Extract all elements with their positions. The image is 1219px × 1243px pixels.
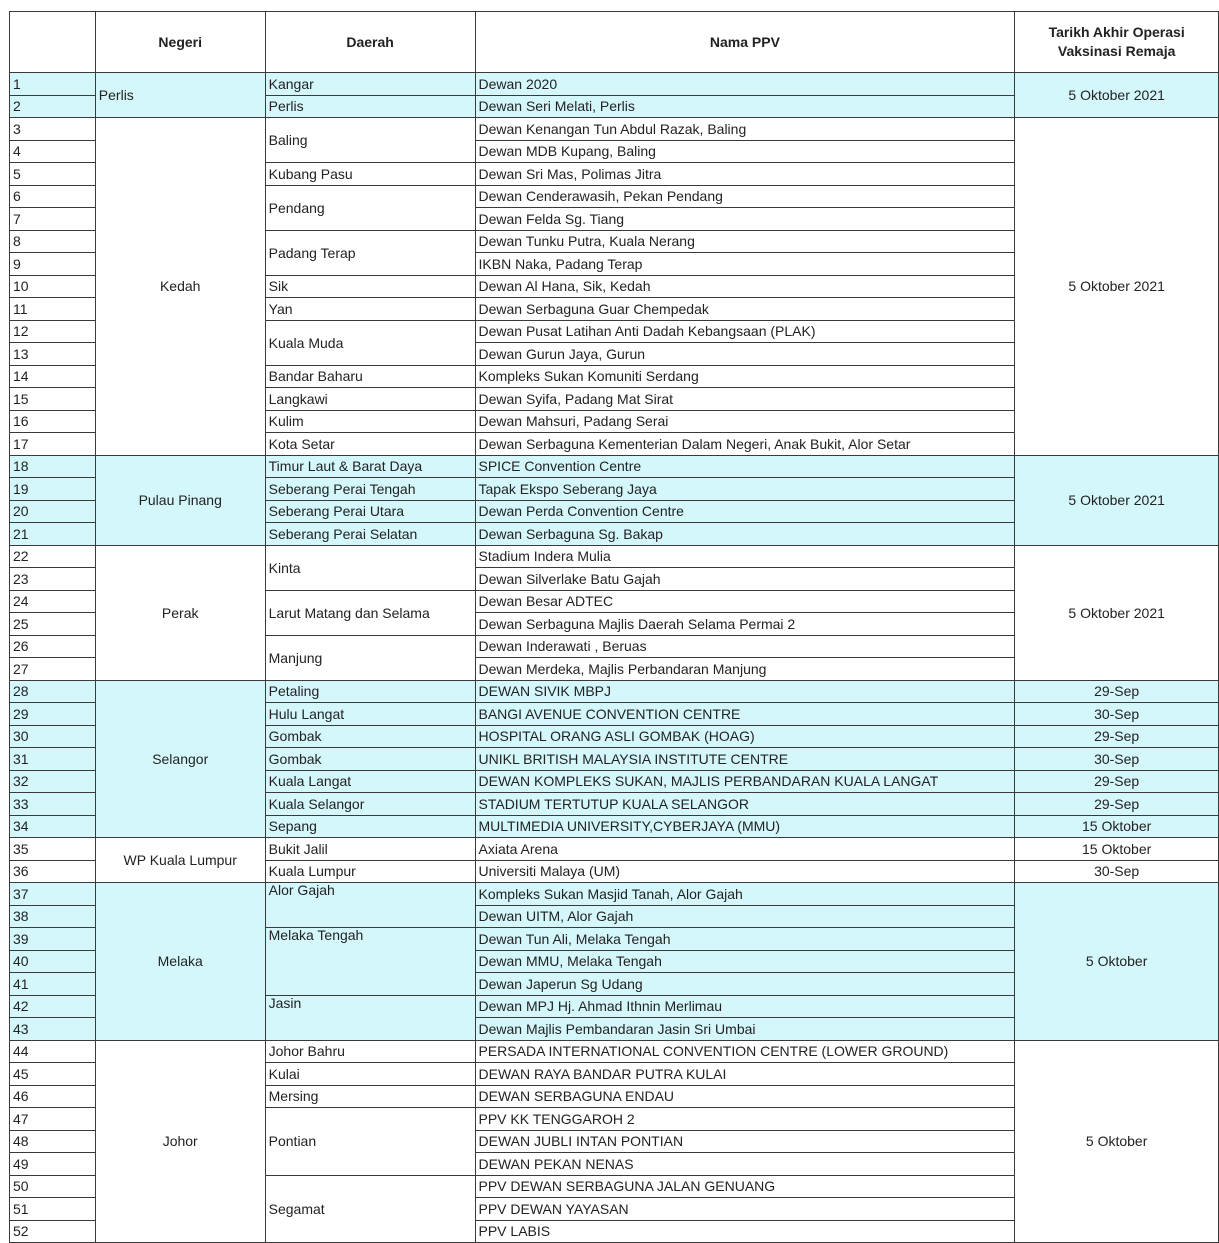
row-number-cell: 30 <box>10 725 96 748</box>
nama-ppv-cell: Dewan MMU, Melaka Tengah <box>475 950 1015 973</box>
table-body <box>10 73 1219 1243</box>
daerah-cell: Hulu Langat <box>265 703 475 726</box>
daerah-cell: Padang Terap <box>265 230 475 275</box>
tarikh-cell: 5 Oktober 2021 <box>1015 118 1219 456</box>
row-number-cell: 7 <box>10 208 96 231</box>
row-number-cell: 2 <box>10 95 96 118</box>
table-row <box>10 455 1219 478</box>
table-row <box>10 680 1219 703</box>
row-number-cell: 14 <box>10 365 96 388</box>
daerah-cell: Manjung <box>265 635 475 680</box>
daerah-cell: Kuala Selangor <box>265 793 475 816</box>
daerah-cell: Kubang Pasu <box>265 163 475 186</box>
row-number-cell: 32 <box>10 770 96 793</box>
nama-ppv-cell: Dewan Japerun Sg Udang <box>475 973 1015 996</box>
row-number-cell: 10 <box>10 275 96 298</box>
daerah-cell: Jasin <box>265 995 475 1040</box>
daerah-cell: Alor Gajah <box>265 883 475 928</box>
table-row <box>10 883 1219 906</box>
nama-ppv-cell: UNIKL BRITISH MALAYSIA INSTITUTE CENTRE <box>475 748 1015 771</box>
header-cell-tarikh: Tarikh Akhir Operasi Vaksinasi Remaja <box>1015 12 1219 73</box>
daerah-cell: Kota Setar <box>265 433 475 456</box>
daerah-cell: Timur Laut & Barat Daya <box>265 455 475 478</box>
daerah-cell: Melaka Tengah <box>265 928 475 996</box>
negeri-cell: Perak <box>95 545 265 680</box>
daerah-cell: Bandar Baharu <box>265 365 475 388</box>
tarikh-cell: 5 Oktober <box>1015 883 1219 1041</box>
row-number-cell: 1 <box>10 73 96 96</box>
table-row <box>10 545 1219 568</box>
nama-ppv-cell: MULTIMEDIA UNIVERSITY,CYBERJAYA (MMU) <box>475 815 1015 838</box>
daerah-cell: Petaling <box>265 680 475 703</box>
daerah-cell: Sepang <box>265 815 475 838</box>
nama-ppv-cell: BANGI AVENUE CONVENTION CENTRE <box>475 703 1015 726</box>
row-number-cell: 16 <box>10 410 96 433</box>
tarikh-cell: 30-Sep <box>1015 860 1219 883</box>
daerah-cell: Johor Bahru <box>265 1040 475 1063</box>
daerah-cell: Baling <box>265 118 475 163</box>
table-row <box>10 838 1219 861</box>
tarikh-cell: 29-Sep <box>1015 793 1219 816</box>
row-number-cell: 46 <box>10 1085 96 1108</box>
row-number-cell: 18 <box>10 455 96 478</box>
daerah-cell: Kuala Muda <box>265 320 475 365</box>
nama-ppv-cell: Dewan Seri Melati, Perlis <box>475 95 1015 118</box>
nama-ppv-cell: DEWAN PEKAN NENAS <box>475 1153 1015 1176</box>
nama-ppv-cell: Dewan Al Hana, Sik, Kedah <box>475 275 1015 298</box>
negeri-cell: Johor <box>95 1040 265 1243</box>
nama-ppv-cell: Dewan Serbaguna Kementerian Dalam Negeri, Anak Bukit, Alor Setar <box>475 433 1015 456</box>
daerah-cell: Seberang Perai Tengah <box>265 478 475 501</box>
row-number-cell: 34 <box>10 815 96 838</box>
header-cell-nama-ppv: Nama PPV <box>475 12 1015 73</box>
nama-ppv-cell: Dewan Inderawati , Beruas <box>475 635 1015 658</box>
nama-ppv-cell: DEWAN SERBAGUNA ENDAU <box>475 1085 1015 1108</box>
tarikh-cell: 29-Sep <box>1015 725 1219 748</box>
table-row <box>10 1040 1219 1063</box>
nama-ppv-cell: Dewan Serbaguna Guar Chempedak <box>475 298 1015 321</box>
row-number-cell: 35 <box>10 838 96 861</box>
nama-ppv-cell: DEWAN KOMPLEKS SUKAN, MAJLIS PERBANDARAN KUALA LANGAT <box>475 770 1015 793</box>
nama-ppv-cell: DEWAN JUBLI INTAN PONTIAN <box>475 1130 1015 1153</box>
nama-ppv-cell: Dewan Felda Sg. Tiang <box>475 208 1015 231</box>
negeri-cell: Pulau Pinang <box>95 455 265 545</box>
row-number-cell: 50 <box>10 1175 96 1198</box>
daerah-cell: Seberang Perai Utara <box>265 500 475 523</box>
nama-ppv-cell: Dewan Pusat Latihan Anti Dadah Kebangsaan (PLAK) <box>475 320 1015 343</box>
row-number-cell: 19 <box>10 478 96 501</box>
row-number-cell: 23 <box>10 568 96 591</box>
nama-ppv-cell: STADIUM TERTUTUP KUALA SELANGOR <box>475 793 1015 816</box>
nama-ppv-cell: Dewan 2020 <box>475 73 1015 96</box>
daerah-cell: Mersing <box>265 1085 475 1108</box>
header-row <box>10 12 1219 73</box>
nama-ppv-cell: DEWAN SIVIK MBPJ <box>475 680 1015 703</box>
vaccination-centre-table <box>9 11 1219 1243</box>
nama-ppv-cell: Dewan Gurun Jaya, Gurun <box>475 343 1015 366</box>
row-number-cell: 47 <box>10 1108 96 1131</box>
nama-ppv-cell: PPV KK TENGGAROH 2 <box>475 1108 1015 1131</box>
row-number-cell: 48 <box>10 1130 96 1153</box>
daerah-cell: Sik <box>265 275 475 298</box>
row-number-cell: 24 <box>10 590 96 613</box>
row-number-cell: 45 <box>10 1063 96 1086</box>
daerah-cell: Seberang Perai Selatan <box>265 523 475 546</box>
row-number-cell: 42 <box>10 995 96 1018</box>
daerah-cell: Kuala Lumpur <box>265 860 475 883</box>
nama-ppv-cell: Dewan Sri Mas, Polimas Jitra <box>475 163 1015 186</box>
header-cell-negeri: Negeri <box>95 12 265 73</box>
nama-ppv-cell: PPV DEWAN YAYASAN <box>475 1198 1015 1221</box>
tarikh-cell: 30-Sep <box>1015 703 1219 726</box>
nama-ppv-cell: Dewan Perda Convention Centre <box>475 500 1015 523</box>
daerah-cell: Gombak <box>265 725 475 748</box>
daerah-cell: Gombak <box>265 748 475 771</box>
daerah-cell: Langkawi <box>265 388 475 411</box>
nama-ppv-cell: Dewan MDB Kupang, Baling <box>475 140 1015 163</box>
daerah-cell: Kulai <box>265 1063 475 1086</box>
nama-ppv-cell: Dewan Cenderawasih, Pekan Pendang <box>475 185 1015 208</box>
row-number-cell: 51 <box>10 1198 96 1221</box>
nama-ppv-cell: Dewan Serbaguna Sg. Bakap <box>475 523 1015 546</box>
row-number-cell: 20 <box>10 500 96 523</box>
nama-ppv-cell: Dewan Syifa, Padang Mat Sirat <box>475 388 1015 411</box>
nama-ppv-cell: PPV LABIS <box>475 1220 1015 1243</box>
tarikh-cell: 30-Sep <box>1015 748 1219 771</box>
table-row <box>10 73 1219 96</box>
row-number-cell: 4 <box>10 140 96 163</box>
nama-ppv-cell: Stadium Indera Mulia <box>475 545 1015 568</box>
nama-ppv-cell: Dewan Majlis Pembandaran Jasin Sri Umbai <box>475 1018 1015 1041</box>
row-number-cell: 9 <box>10 253 96 276</box>
daerah-cell: Kangar <box>265 73 475 96</box>
nama-ppv-cell: Dewan Silverlake Batu Gajah <box>475 568 1015 591</box>
tarikh-cell: 15 Oktober <box>1015 838 1219 861</box>
nama-ppv-cell: HOSPITAL ORANG ASLI GOMBAK (HOAG) <box>475 725 1015 748</box>
nama-ppv-cell: PERSADA INTERNATIONAL CONVENTION CENTRE (LOWER GROUND) <box>475 1040 1015 1063</box>
daerah-cell: Kulim <box>265 410 475 433</box>
daerah-cell: Bukit Jalil <box>265 838 475 861</box>
nama-ppv-cell: Dewan MPJ Hj. Ahmad Ithnin Merlimau <box>475 995 1015 1018</box>
daerah-cell: Yan <box>265 298 475 321</box>
row-number-cell: 25 <box>10 613 96 636</box>
row-number-cell: 13 <box>10 343 96 366</box>
row-number-cell: 33 <box>10 793 96 816</box>
row-number-cell: 28 <box>10 680 96 703</box>
daerah-cell: Larut Matang dan Selama <box>265 590 475 635</box>
daerah-cell: Perlis <box>265 95 475 118</box>
nama-ppv-cell: Dewan Besar ADTEC <box>475 590 1015 613</box>
row-number-cell: 15 <box>10 388 96 411</box>
row-number-cell: 40 <box>10 950 96 973</box>
nama-ppv-cell: Kompleks Sukan Komuniti Serdang <box>475 365 1015 388</box>
negeri-cell: Selangor <box>95 680 265 838</box>
row-number-cell: 43 <box>10 1018 96 1041</box>
row-number-cell: 41 <box>10 973 96 996</box>
row-number-cell: 31 <box>10 748 96 771</box>
nama-ppv-cell: Dewan Serbaguna Majlis Daerah Selama Permai 2 <box>475 613 1015 636</box>
nama-ppv-cell: Dewan Tun Ali, Melaka Tengah <box>475 928 1015 951</box>
row-number-cell: 21 <box>10 523 96 546</box>
row-number-cell: 29 <box>10 703 96 726</box>
row-number-cell: 3 <box>10 118 96 141</box>
daerah-cell: Kuala Langat <box>265 770 475 793</box>
nama-ppv-cell: Universiti Malaya (UM) <box>475 860 1015 883</box>
nama-ppv-cell: Dewan Mahsuri, Padang Serai <box>475 410 1015 433</box>
row-number-cell: 8 <box>10 230 96 253</box>
nama-ppv-cell: IKBN Naka, Padang Terap <box>475 253 1015 276</box>
header-cell-daerah: Daerah <box>265 12 475 73</box>
row-number-cell: 36 <box>10 860 96 883</box>
row-number-cell: 39 <box>10 928 96 951</box>
daerah-cell: Segamat <box>265 1175 475 1243</box>
row-number-cell: 44 <box>10 1040 96 1063</box>
nama-ppv-cell: DEWAN RAYA BANDAR PUTRA KULAI <box>475 1063 1015 1086</box>
row-number-cell: 5 <box>10 163 96 186</box>
nama-ppv-cell: Dewan Kenangan Tun Abdul Razak, Baling <box>475 118 1015 141</box>
nama-ppv-cell: SPICE Convention Centre <box>475 455 1015 478</box>
tarikh-cell: 5 Oktober 2021 <box>1015 73 1219 118</box>
tarikh-cell: 5 Oktober <box>1015 1040 1219 1243</box>
tarikh-cell: 5 Oktober 2021 <box>1015 545 1219 680</box>
daerah-cell: Pontian <box>265 1108 475 1176</box>
negeri-cell: Kedah <box>95 118 265 456</box>
tarikh-cell: 29-Sep <box>1015 680 1219 703</box>
nama-ppv-cell: Tapak Ekspo Seberang Jaya <box>475 478 1015 501</box>
nama-ppv-cell: Dewan Tunku Putra, Kuala Nerang <box>475 230 1015 253</box>
row-number-cell: 11 <box>10 298 96 321</box>
tarikh-cell: 5 Oktober 2021 <box>1015 455 1219 545</box>
table-row <box>10 118 1219 141</box>
tarikh-cell: 15 Oktober <box>1015 815 1219 838</box>
row-number-cell: 26 <box>10 635 96 658</box>
nama-ppv-cell: Kompleks Sukan Masjid Tanah, Alor Gajah <box>475 883 1015 906</box>
row-number-cell: 49 <box>10 1153 96 1176</box>
row-number-cell: 38 <box>10 905 96 928</box>
nama-ppv-cell: PPV DEWAN SERBAGUNA JALAN GENUANG <box>475 1175 1015 1198</box>
header-cell-no <box>10 12 96 73</box>
nama-ppv-cell: Axiata Arena <box>475 838 1015 861</box>
row-number-cell: 6 <box>10 185 96 208</box>
row-number-cell: 22 <box>10 545 96 568</box>
row-number-cell: 12 <box>10 320 96 343</box>
negeri-cell: Perlis <box>95 73 265 118</box>
daerah-cell: Kinta <box>265 545 475 590</box>
row-number-cell: 52 <box>10 1220 96 1243</box>
row-number-cell: 27 <box>10 658 96 681</box>
row-number-cell: 17 <box>10 433 96 456</box>
negeri-cell: WP Kuala Lumpur <box>95 838 265 883</box>
tarikh-cell: 29-Sep <box>1015 770 1219 793</box>
nama-ppv-cell: Dewan Merdeka, Majlis Perbandaran Manjung <box>475 658 1015 681</box>
row-number-cell: 37 <box>10 883 96 906</box>
daerah-cell: Pendang <box>265 185 475 230</box>
nama-ppv-cell: Dewan UITM, Alor Gajah <box>475 905 1015 928</box>
negeri-cell: Melaka <box>95 883 265 1041</box>
